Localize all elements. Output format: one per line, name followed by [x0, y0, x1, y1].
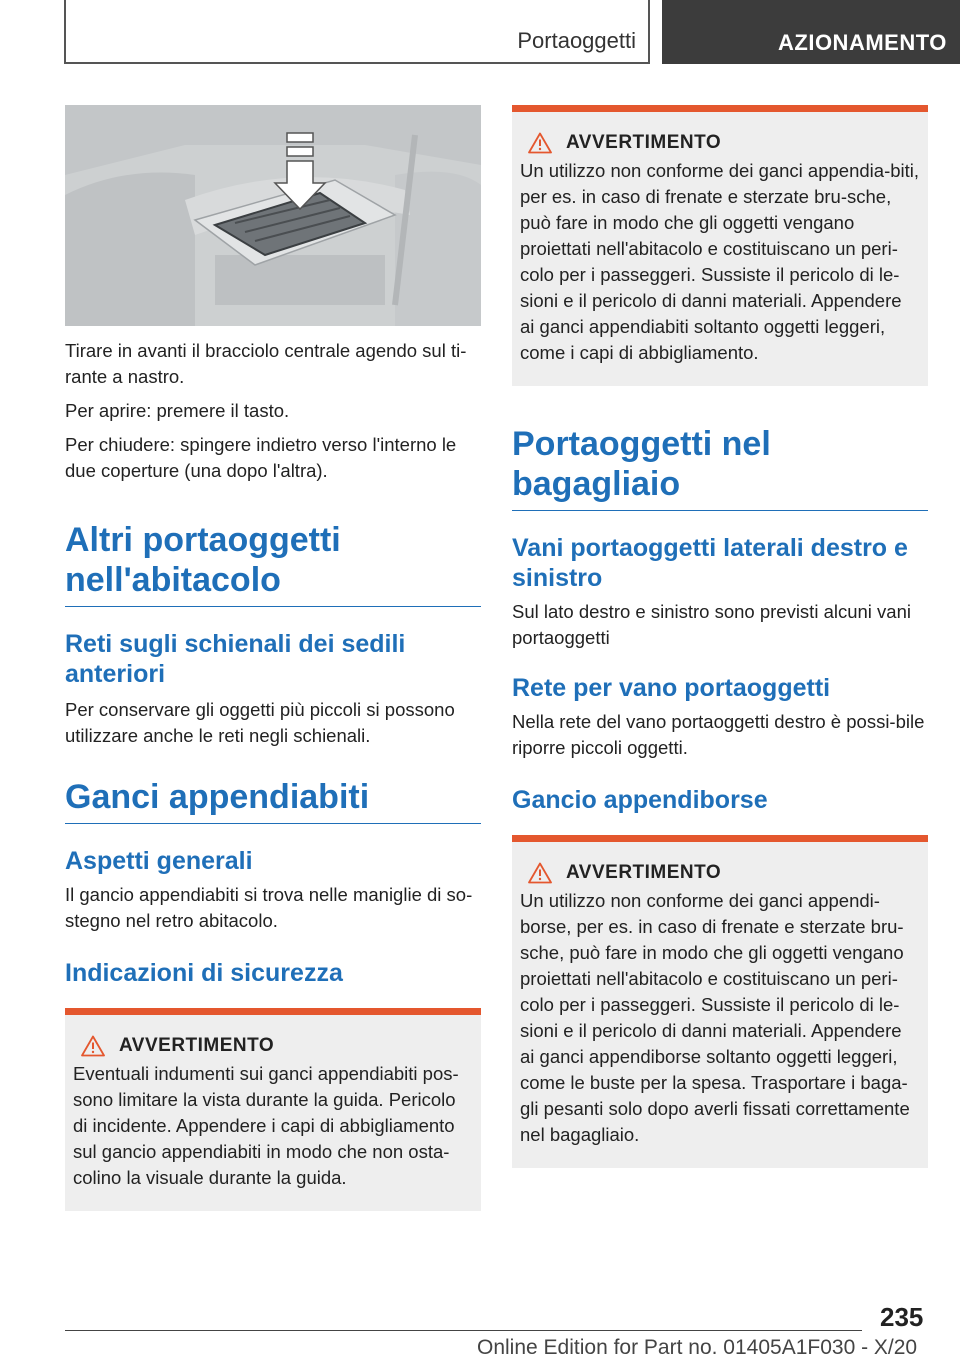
footer-edition: Online Edition for Part no. 01405A1F030 - X/20: [477, 1336, 918, 1359]
heading-indicazioni-sicurezza: Indicazioni di sicurezza: [65, 959, 343, 987]
warning-title: AVVERTIMENTO: [119, 1035, 275, 1056]
header-section-box: [64, 0, 650, 64]
heading-altri-portaoggetti: Altri portaoggetti nell'abitacolo: [65, 520, 481, 607]
right-column: [512, 105, 928, 1168]
footer-divider: [65, 1330, 862, 1331]
warning-title: AVVERTIMENTO: [566, 132, 722, 153]
left-column: [65, 105, 481, 1211]
header-chapter-title: AZIONAMENTO: [778, 30, 947, 55]
paragraph-rete: Nella rete del vano portaoggetti destro è possi-bile riporre piccoli oggetti.: [512, 711, 925, 758]
paragraph-aspetti: Il gancio appendiabiti si trova nelle maniglie di so-stegno nel retro abitacolo.: [65, 884, 473, 931]
warning-triangle-icon: [528, 132, 552, 154]
header-chapter-tab: [662, 0, 960, 64]
warning-text: Un utilizzo non conforme dei ganci appendia-biti, per es. in caso di frenate e sterzate bru-sche, può fare in modo che gli oggetti vengano proiettati nell'abitacolo e costituiscano un peri-colo per i passeggeri. Sussiste il pericolo di le-sioni e il pericolo di danni materiali. Appendere ai ganci appendiabiti soltanto oggetti leggeri, come i capi di abbigliamento.: [520, 160, 920, 363]
header-section-title: Portaoggetti: [517, 28, 636, 53]
armrest-illustration: [65, 105, 481, 326]
warning-box-indumenti: [65, 1008, 481, 1211]
armrest-photo: [65, 105, 481, 326]
paragraph-vani: Sul lato destro e sinistro sono previsti alcuni vani portaoggetti: [512, 601, 911, 648]
warning-text: Eventuali indumenti sui ganci appendiabiti pos-sono limitare la vista durante la guida. Pericolo di incidente. Appendere i capi di abbigliamento sul gancio appendiabiti in modo che non osta-colino la visuale durante la guida.: [73, 1063, 459, 1188]
warning-text: Un utilizzo non conforme dei ganci appendi-borse, per es. in caso di frenate e sterzate bru-sche, può fare in modo che gli oggetti vengano proiettati nell'abitacolo e costituiscano un peri-colo per i passeggeri. Sussiste il pericolo di le-sioni e il pericolo di danni materiali. Appendere ai ganci appendiborse soltanto oggetti leggeri, come le buste per la spesa. Trasportare i baga-gli pesanti solo dopo averli fissati correttamente nel bagagliaio.: [520, 890, 910, 1145]
paragraph-pull-armrest: Tirare in avanti il bracciolo centrale agendo sul ti-rante a nastro.: [65, 340, 467, 387]
warning-title: AVVERTIMENTO: [566, 862, 722, 883]
heading-ganci-appendiabiti: Ganci appendiabiti: [65, 777, 481, 824]
heading-portaoggetti-bagagliaio: Portaoggetti nel bagagliaio: [512, 424, 928, 511]
warning-triangle-icon: [81, 1035, 105, 1057]
heading-rete-vano: Rete per vano portaoggetti: [512, 674, 831, 702]
paragraph-close: Per chiudere: spingere indietro verso l'interno le due coperture (una dopo l'altra).: [65, 434, 457, 481]
warning-box-appendiborse: [512, 835, 928, 1168]
warning-triangle-icon: [528, 862, 552, 884]
warning-box-appendiabiti: [512, 105, 928, 386]
heading-gancio-appendiborse: Gancio appendiborse: [512, 786, 768, 814]
page-number: 235: [880, 1302, 924, 1332]
paragraph-open: Per aprire: premere il tasto.: [65, 400, 290, 421]
paragraph-reti: Per conservare gli oggetti più piccoli si possono utilizzare anche le reti negli schienali.: [65, 699, 455, 746]
heading-vani-laterali: Vani portaoggetti laterali destro e sinistro: [512, 534, 908, 592]
heading-aspetti-generali: Aspetti generali: [65, 847, 253, 875]
heading-reti-schienali: Reti sugli schienali dei sedili anteriori: [65, 630, 406, 688]
